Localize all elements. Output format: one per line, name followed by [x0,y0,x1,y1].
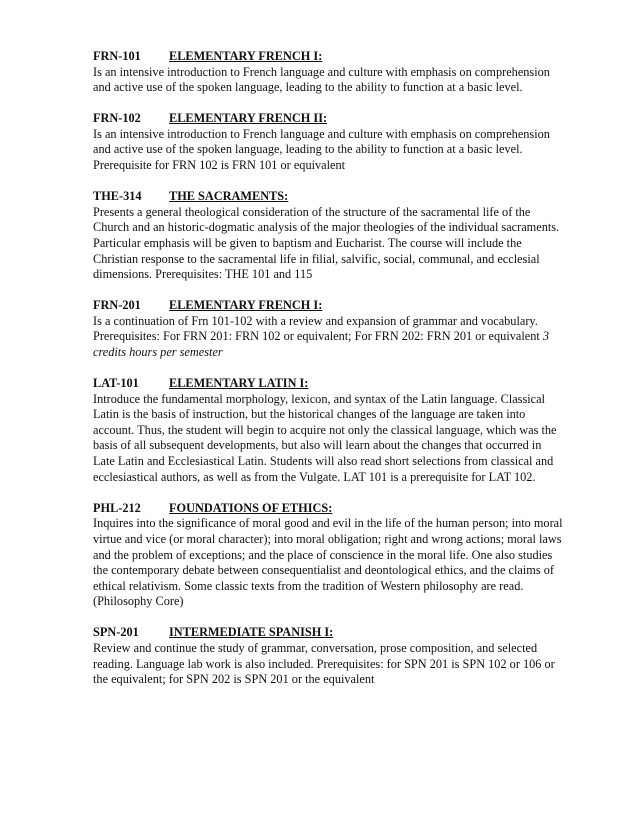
course-title: INTERMEDIATE SPANISH I: [169,625,334,640]
course-title: ELEMENTARY FRENCH I: [169,298,323,313]
course-description-text: Inquires into the significance of moral good and evil in the life of the human person; into moral virtue and vice (or moral character); into moral obligation; right and wrong actions; moral laws and the problem of exceptions; and the place of conscience in the moral life. One also studies the contemporary debate between consequentialist and deontological ethics, and the claims of ethical relativism. Some classic texts from the tradition of Western philosophy are read. (Philosophy Core) [93,516,563,609]
course-code: PHL-212 [93,500,141,515]
course-code: THE-314 [93,189,142,204]
course-title: ELEMENTARY LATIN I: [169,376,309,391]
course-code: SPN-201 [93,625,139,640]
course-heading [93,189,563,205]
course-entry-frn-201 [93,298,563,360]
course-description-text: Introduce the fundamental morphology, lexicon, and syntax of the Latin language. Classical Latin is the basis of instruction, but the historical changes of the language are taken into account. Thus, the student will begin to acquire not only the classical language, which was the basis of all subsequent developments, but also will learn about the changes that occurred in Late Latin and Ecclesiastical Latin. Students will also read short selections from classical and ecclesiastical authors, as well as from the Vulgate. LAT 101 is a prerequisite for LAT 102. [93,391,557,484]
course-heading [93,298,563,314]
course-heading [93,625,563,641]
course-description [93,205,563,283]
course-code: LAT-101 [93,376,139,391]
course-title: THE SACRAMENTS: [169,189,289,204]
course-title: FOUNDATIONS OF ETHICS: [169,500,333,515]
course-entry-lat-101 [93,376,563,485]
course-entry-the-314 [93,189,563,283]
course-description-text: Review and continue the study of grammar, conversation, prose composition, and selected reading. Language lab work is also included. Prerequisites: for SPN 201 is SPN 102 or 106 or the equivalent; for SPN 202 is SPN 201 or the equivalent [93,641,555,687]
course-description [93,516,563,610]
credits-note: 3 credits hours per semester [93,329,550,359]
course-title: ELEMENTARY FRENCH II: [169,111,328,126]
course-description [93,392,563,486]
course-entry-spn-201 [93,625,563,687]
course-description [93,641,563,688]
course-entry-frn-101 [93,49,563,96]
course-entry-frn-102 [93,111,563,173]
document-page [93,49,563,703]
course-heading [93,376,563,392]
course-description-text: Is an intensive introduction to French language and culture with emphasis on comprehension and active use of the spoken language, leading to the ability to function at a basic level. [93,64,550,95]
course-code: FRN-201 [93,298,141,313]
course-entry-phl-212 [93,501,563,610]
course-heading [93,501,563,517]
course-description [93,127,563,174]
course-heading [93,49,563,65]
course-description-text: Presents a general theological consideration of the structure of the sacramental life of the Church and an historic-dogmatic analysis of the major theologies of the individual sacraments. Particular emphasis will be given to baptism and Eucharist. The course will include the Christian response to the sacramental life in filial, salvific, social, communal, and ecclesial dimensions. Prerequisites: THE 101 and 115 [93,204,560,282]
course-title: ELEMENTARY FRENCH I: [169,49,323,63]
course-description-text: Is a continuation of Frn 101-102 with a review and expansion of grammar and vocabulary. Prerequisites: For FRN 201: FRN 102 or equivalent; For FRN 202: FRN 201 or equivalent [93,313,540,344]
course-heading [93,111,563,127]
course-description [93,314,563,361]
course-code: FRN-101 [93,49,141,63]
course-description-text: Is an intensive introduction to French language and culture with emphasis on comprehension and active use of the spoken language, leading to the ability to function at a basic level. Prerequisite for FRN 102 is FRN 101 or equivalent [93,126,550,173]
course-description [93,65,563,96]
course-code: FRN-102 [93,111,141,126]
